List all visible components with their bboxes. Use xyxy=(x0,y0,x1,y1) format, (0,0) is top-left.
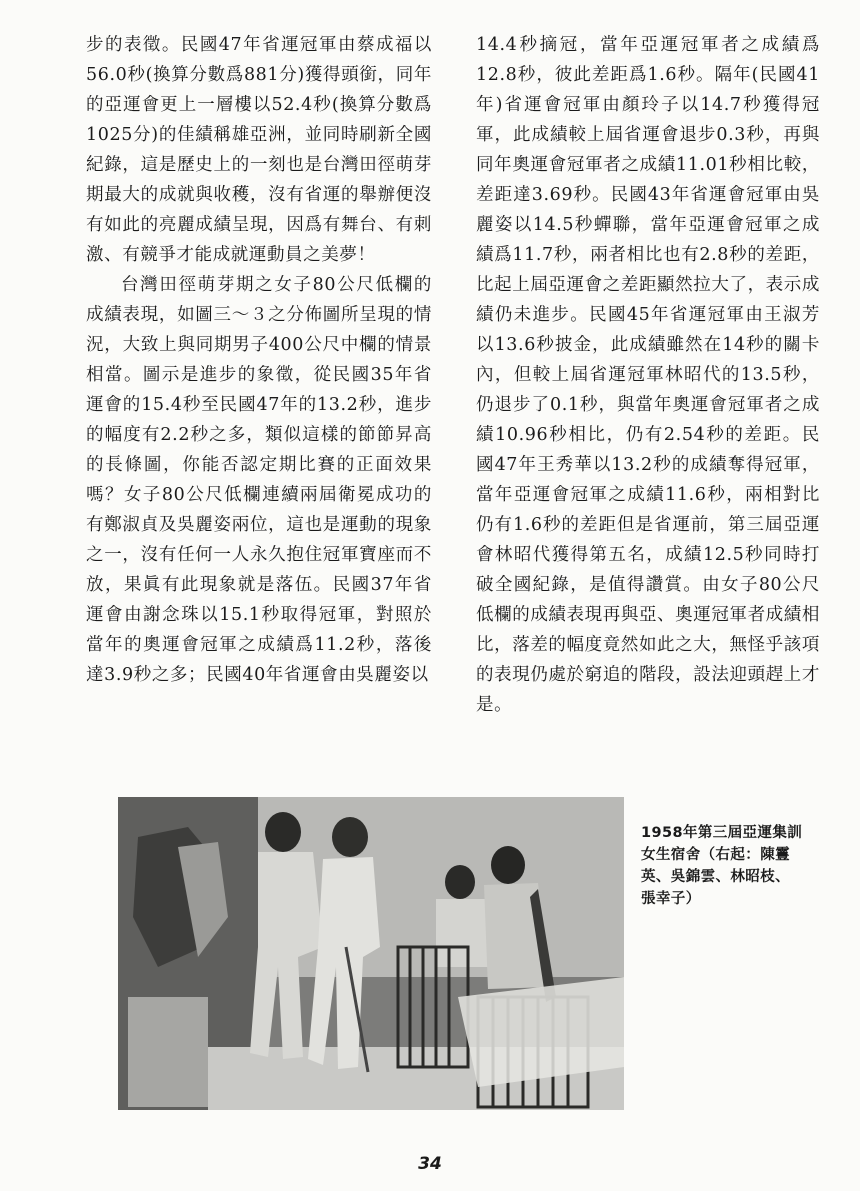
left-paragraph-1: 步的表徵。民國47年省運冠軍由蔡成福以56.0秒(換算分數爲881分)獲得頭銜，同年的亞運會更上一層樓以52.4秒(換算分數爲1025分)的佳績稱雄亞洲，並同時刷新全國紀錄，這是歷史上的一刻也是台灣田徑萌芽期最大的成就與收穫，沒有省運的舉辦便沒有如此的亮麗成績呈現，因爲有舞台、有刺激、有競爭才能成就運動員之美夢！ xyxy=(86,35,432,265)
left-paragraph-2: 台灣田徑萌芽期之女子80公尺低欄的成績表現，如圖三～３之分佈圖所呈現的情況，大致上與同期男子400公尺中欄的情景相當。圖示是進步的象徵，從民國35年省運會的15.4秒至民國47年的13.2秒，進步的幅度有2.2秒之多，類似這樣的節節昇高的長條圖，你能否認定期比賽的正面效果嗎？女子80公尺低欄連續兩屆衛冕成功的有鄭淑貞及吳麗姿兩位，這也是運動的現象之一，沒有任何一人永久抱住冠軍寶座而不放，果眞有此現象就是落伍。民國37年省運會由謝念珠以15.1秒取得冠軍，對照於當年的奧運會冠軍之成績爲11.2秒，落後達3.9秒之多；民國40年省運會由吳麗姿以 xyxy=(86,275,432,685)
caption-line-3: 英、吳錦雲、林昭枝、 xyxy=(641,869,790,885)
photo-caption xyxy=(641,822,821,910)
caption-line-4: 張幸子） xyxy=(641,891,701,907)
right-column xyxy=(476,30,820,720)
right-paragraph-1: 14.4秒摘冠，當年亞運冠軍者之成績爲12.8秒，彼此差距爲1.6秒。隔年(民國41年)省運會冠軍由顏玲子以14.7秒獲得冠軍，此成績較上屆省運會退步0.3秒，再與同年奧運會冠軍者之成績11.01秒相比較，差距達3.69秒。民國43年省運會冠軍由吳麗姿以14.5秒蟬聯，當年亞運會冠軍之成績爲11.7秒，兩者相比也有2.8秒的差距，比起上屆亞運會之差距顯然拉大了，表示成績仍未進步。民國45年省運冠軍由王淑芳以13.6秒披金，此成績雖然在14秒的關卡內，但較上屆省運冠軍林昭代的13.5秒，仍退步了0.1秒，與當年奧運會冠軍者之成績10.96秒相比，仍有2.54秒的差距。民國47年王秀華以13.2秒的成績奪得冠軍，當年亞運會冠軍之成績11.6秒，兩相對比仍有1.6秒的差距但是省運前，第三屆亞運會林昭代獲得第五名，成績12.5秒同時打破全國紀錄，是值得讚賞。由女子80公尺低欄的成績表現再與亞、奧運冠軍者成績相比，落差的幅度竟然如此之大，無怪乎該項的表現仍處於窮追的階段，設法迎頭趕上才是。 xyxy=(476,35,820,715)
caption-line-1: 1958年第三屆亞運集訓 xyxy=(641,825,803,841)
dormitory-photo xyxy=(118,797,624,1110)
page-number: 34 xyxy=(418,1154,442,1174)
caption-line-2: 女生宿舍（右起：陳霻 xyxy=(641,847,790,863)
left-column xyxy=(86,30,432,690)
